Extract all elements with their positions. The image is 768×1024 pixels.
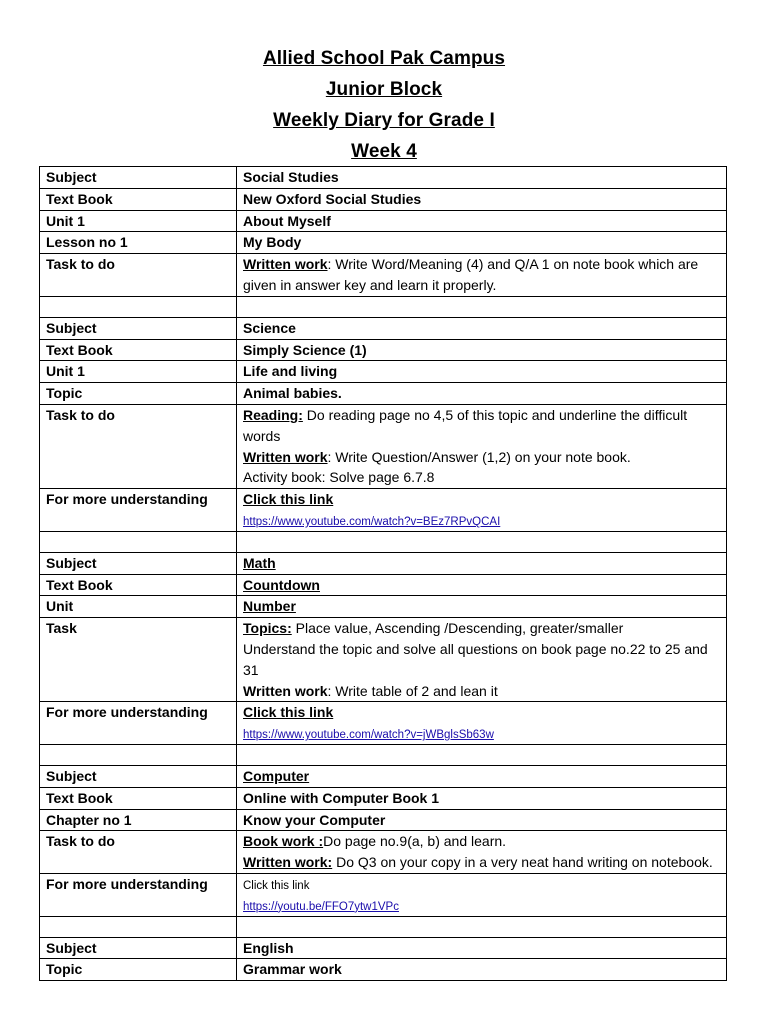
task-cell: [237, 254, 727, 297]
subject-social-studies: Social Studies: [237, 167, 727, 189]
written-line: [243, 447, 720, 468]
header: [0, 43, 768, 167]
row-label: Unit: [40, 596, 237, 618]
table-row: [40, 254, 727, 297]
row-value: About Myself: [237, 210, 727, 232]
row-label: Text Book: [40, 339, 237, 361]
row-label: Topic: [40, 383, 237, 405]
table-row: [40, 937, 727, 959]
task-text: : Write table of 2 and lean it: [327, 682, 498, 699]
row-value: Countdown: [237, 574, 727, 596]
table-row: [40, 596, 727, 618]
row-label: Subject: [40, 552, 237, 574]
row-label: Unit 1: [40, 210, 237, 232]
task-text: Do reading page no 4,5 of this topic and underline the difficult words: [243, 406, 688, 444]
youtube-link[interactable]: https://www.youtube.com/watch?v=BEz7RPvQCAI: [243, 515, 501, 528]
unit-value: Number: [243, 598, 296, 615]
table-row: [40, 873, 727, 916]
task-cell: [237, 618, 727, 702]
youtube-link[interactable]: https://youtu.be/FFO7ytw1VPc: [243, 900, 399, 913]
task-heading: Activity book: [243, 469, 322, 486]
row-value: My Body: [237, 232, 727, 254]
row-label: Subject: [40, 765, 237, 787]
row-label: Text Book: [40, 188, 237, 210]
row-value: New Oxford Social Studies: [237, 188, 727, 210]
row-label: For more understanding: [40, 702, 237, 745]
click-link-label: Click this link: [243, 879, 310, 892]
table-row: [40, 552, 727, 574]
task-heading: Written work:: [243, 854, 333, 871]
spacer-row: [40, 744, 727, 765]
book-work-line: [243, 831, 720, 852]
task-text: Do page no.9(a, b) and learn.: [323, 833, 507, 850]
written-line: [243, 852, 720, 873]
diary-title: Weekly Diary for Grade I: [273, 110, 495, 131]
task-heading: Written work: [243, 682, 328, 699]
table-row: [40, 489, 727, 532]
row-label: Task to do: [40, 831, 237, 874]
school-title: Allied School Pak Campus: [262, 48, 506, 69]
row-label: Topic: [40, 959, 237, 981]
table-row: [40, 167, 727, 189]
spacer-row: [40, 296, 727, 317]
subject-math: Math: [237, 552, 727, 574]
subject-english: English: [237, 937, 727, 959]
table-row: [40, 361, 727, 383]
reading-line: [243, 405, 720, 447]
row-value: Online with Computer Book 1: [237, 787, 727, 809]
table-row: [40, 765, 727, 787]
row-value: Life and living: [237, 361, 727, 383]
row-value: Know your Computer: [237, 809, 727, 831]
row-value: [237, 596, 727, 618]
understand-line: Understand the topic and solve all questions on book page no.22 to 25 and 31: [243, 640, 708, 678]
click-link-label: Click this link: [243, 704, 334, 721]
row-label: Task to do: [40, 254, 237, 297]
spacer-row: [40, 916, 727, 937]
subject-science: Science: [237, 317, 727, 339]
row-value: Animal babies.: [237, 383, 727, 405]
task-text: : Write Question/Answer (1,2) on your note book.: [327, 448, 631, 465]
table-row: [40, 210, 727, 232]
link-cell: [237, 873, 727, 916]
table-row: [40, 404, 727, 488]
table-row: [40, 574, 727, 596]
topics-line: [243, 618, 720, 639]
click-link-label: Click this link: [243, 491, 334, 508]
table-row: [40, 232, 727, 254]
task-cell: [237, 404, 727, 488]
table-row: [40, 787, 727, 809]
task-heading: Written work: [243, 256, 328, 273]
task-heading: Book work :: [243, 833, 324, 850]
row-label: Task to do: [40, 404, 237, 488]
task-heading: Topics:: [243, 620, 292, 637]
link-cell: [237, 702, 727, 745]
row-label: Text Book: [40, 574, 237, 596]
spacer-row: [40, 531, 727, 552]
task-cell: [237, 831, 727, 874]
task-heading: Reading:: [243, 406, 303, 423]
row-label: Subject: [40, 167, 237, 189]
subject-computer: Computer: [237, 765, 727, 787]
task-text: : Write Word/Meaning (4) and Q/A 1 on note book which are given in answer key and learn it properly.: [243, 256, 699, 293]
youtube-link[interactable]: https://www.youtube.com/watch?v=jWBglsSb63w: [243, 729, 494, 742]
task-text: Do Q3 on your copy in a very neat hand writing on notebook.: [332, 854, 713, 871]
task-text: Place value, Ascending /Descending, greater/smaller: [291, 620, 624, 637]
table-row: [40, 618, 727, 702]
row-label: Subject: [40, 317, 237, 339]
link-cell: [237, 489, 727, 532]
row-label: Task: [40, 618, 237, 702]
task-text: : Solve page 6.7.8: [321, 469, 435, 486]
row-label: Lesson no 1: [40, 232, 237, 254]
row-label: For more understanding: [40, 489, 237, 532]
table-row: [40, 383, 727, 405]
written-line: [243, 681, 720, 702]
table-row: [40, 702, 727, 745]
row-label: Text Book: [40, 787, 237, 809]
row-value: Simply Science (1): [237, 339, 727, 361]
block-title: Junior Block: [325, 79, 443, 100]
table-row: [40, 188, 727, 210]
week-title: Week 4: [351, 141, 417, 162]
diary-table: [39, 166, 727, 981]
row-label: Chapter no 1: [40, 809, 237, 831]
activity-line: [243, 467, 720, 488]
table-row: [40, 809, 727, 831]
task-heading: Written work: [243, 448, 328, 465]
row-label: Subject: [40, 937, 237, 959]
table-row: [40, 831, 727, 874]
table-row: [40, 959, 727, 981]
row-value: Grammar work: [237, 959, 727, 981]
row-label: For more understanding: [40, 873, 237, 916]
table-row: [40, 339, 727, 361]
row-label: Unit 1: [40, 361, 237, 383]
table-row: [40, 317, 727, 339]
